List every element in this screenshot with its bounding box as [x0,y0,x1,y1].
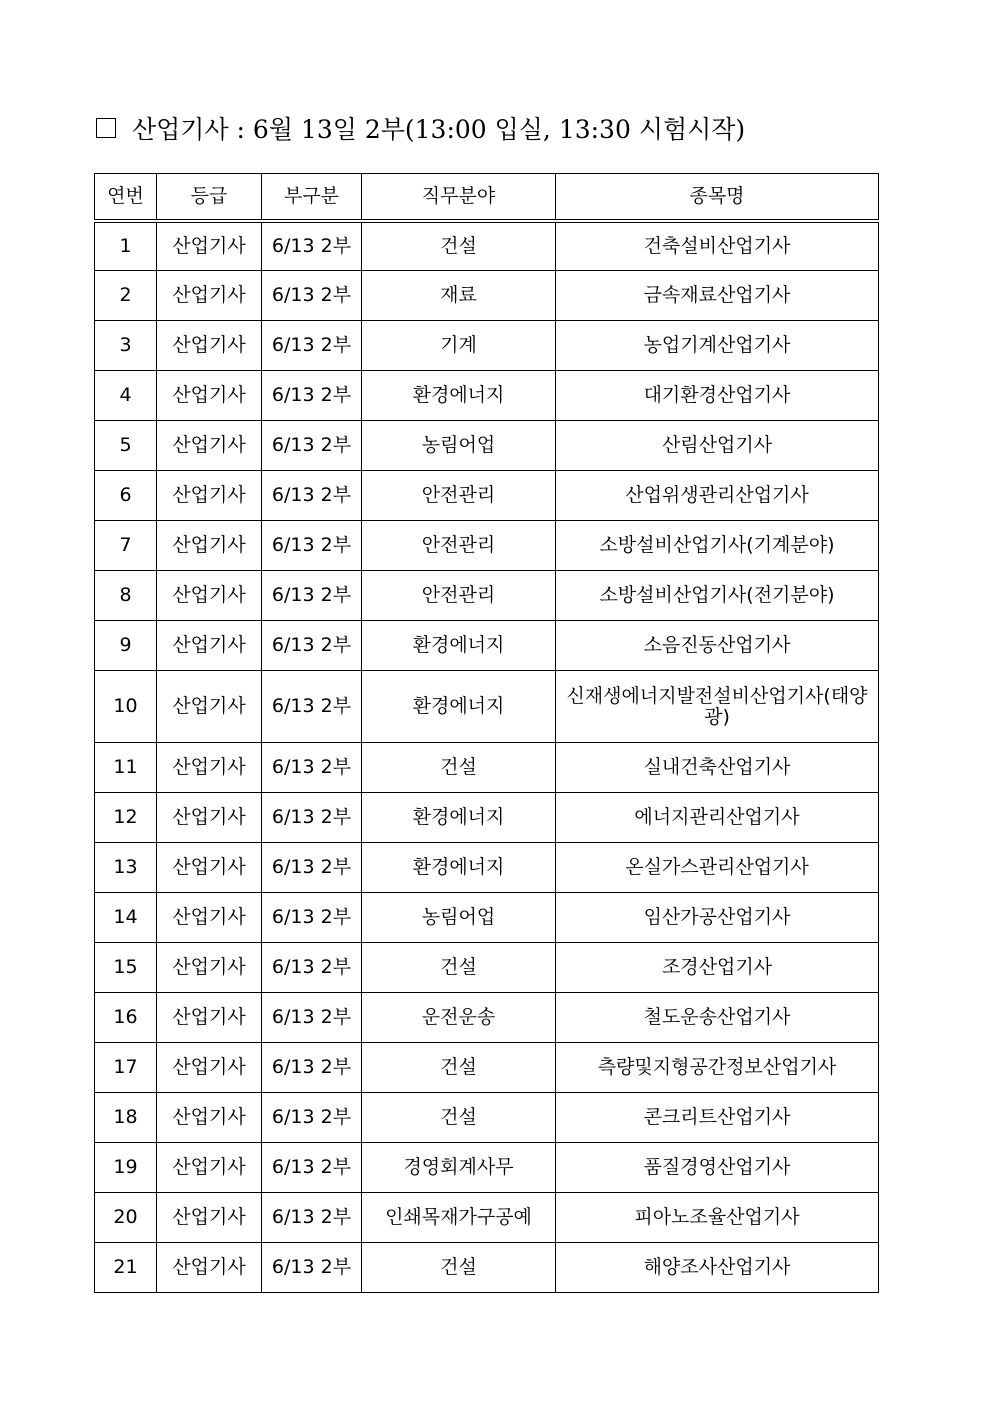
cell-job-field: 기계 [362,321,556,371]
table-row [95,521,879,571]
cell-session: 6/13 2부 [262,793,362,843]
cell-grade: 산업기사 [157,1243,262,1293]
cell-session: 6/13 2부 [262,421,362,471]
cell-job-field: 건설 [362,1043,556,1093]
cell-session: 6/13 2부 [262,1093,362,1143]
cell-job-field: 건설 [362,943,556,993]
cell-number: 18 [95,1093,157,1143]
cell-number: 14 [95,893,157,943]
cell-item-name: 소음진동산업기사 [556,621,879,671]
cell-number: 17 [95,1043,157,1093]
table-row [95,793,879,843]
cell-grade: 산업기사 [157,993,262,1043]
cell-number: 21 [95,1243,157,1293]
cell-session: 6/13 2부 [262,571,362,621]
cell-job-field: 건설 [362,743,556,793]
cell-session: 6/13 2부 [262,843,362,893]
cell-item-name: 에너지관리산업기사 [556,793,879,843]
cell-session: 6/13 2부 [262,221,362,271]
table-row [95,471,879,521]
section-title-text: 산업기사 : 6월 13일 2부(13:00 입실, 13:30 시험시작) [132,115,746,144]
cell-grade: 산업기사 [157,1143,262,1193]
cell-grade: 산업기사 [157,893,262,943]
cell-job-field: 건설 [362,221,556,271]
cell-grade: 산업기사 [157,743,262,793]
cell-number: 1 [95,221,157,271]
table-row [95,743,879,793]
table-row [95,371,879,421]
cell-item-name: 콘크리트산업기사 [556,1093,879,1143]
cell-item-name: 소방설비산업기사(전기분야) [556,571,879,621]
cell-session: 6/13 2부 [262,743,362,793]
table-header-row [95,174,879,221]
cell-grade: 산업기사 [157,371,262,421]
cell-session: 6/13 2부 [262,1193,362,1243]
cell-item-name: 소방설비산업기사(기계분야) [556,521,879,571]
table-row [95,671,879,743]
cell-grade: 산업기사 [157,1193,262,1243]
cell-job-field: 운전운송 [362,993,556,1043]
cell-session: 6/13 2부 [262,1043,362,1093]
cell-job-field: 환경에너지 [362,671,556,743]
table-row [95,221,879,271]
cell-job-field: 안전관리 [362,521,556,571]
cell-grade: 산업기사 [157,271,262,321]
cell-grade: 산업기사 [157,1093,262,1143]
cell-job-field: 환경에너지 [362,793,556,843]
cell-number: 10 [95,671,157,743]
cell-grade: 산업기사 [157,621,262,671]
cell-item-name: 대기환경산업기사 [556,371,879,421]
cell-grade: 산업기사 [157,793,262,843]
cell-number: 6 [95,471,157,521]
cell-number: 12 [95,793,157,843]
cell-item-name: 임산가공산업기사 [556,893,879,943]
table-row [95,1143,879,1193]
cell-number: 4 [95,371,157,421]
cell-job-field: 안전관리 [362,471,556,521]
cell-session: 6/13 2부 [262,321,362,371]
exam-schedule-table [94,173,879,1293]
header-grade: 등급 [157,174,262,221]
header-item-name: 종목명 [556,174,879,221]
cell-number: 9 [95,621,157,671]
table-row [95,1193,879,1243]
cell-job-field: 환경에너지 [362,621,556,671]
cell-item-name: 품질경영산업기사 [556,1143,879,1193]
cell-item-name: 피아노조율산업기사 [556,1193,879,1243]
header-number: 연번 [95,174,157,221]
cell-item-name: 농업기계산업기사 [556,321,879,371]
cell-session: 6/13 2부 [262,471,362,521]
cell-session: 6/13 2부 [262,893,362,943]
cell-number: 16 [95,993,157,1043]
cell-job-field: 안전관리 [362,571,556,621]
cell-item-name: 산업위생관리산업기사 [556,471,879,521]
cell-number: 20 [95,1193,157,1243]
cell-grade: 산업기사 [157,571,262,621]
cell-number: 13 [95,843,157,893]
cell-job-field: 농림어업 [362,893,556,943]
table-row [95,843,879,893]
table-row [95,321,879,371]
cell-grade: 산업기사 [157,521,262,571]
table-row [95,1093,879,1143]
cell-session: 6/13 2부 [262,1243,362,1293]
cell-item-name: 조경산업기사 [556,943,879,993]
cell-grade: 산업기사 [157,471,262,521]
table-row [95,1243,879,1293]
header-session: 부구분 [262,174,362,221]
table-row [95,993,879,1043]
cell-job-field: 경영회계사무 [362,1143,556,1193]
cell-number: 8 [95,571,157,621]
cell-number: 3 [95,321,157,371]
cell-item-name: 해양조사산업기사 [556,1243,879,1293]
table-row [95,271,879,321]
cell-item-name: 산림산업기사 [556,421,879,471]
cell-number: 2 [95,271,157,321]
cell-item-name: 온실가스관리산업기사 [556,843,879,893]
cell-grade: 산업기사 [157,1043,262,1093]
cell-item-name: 측량및지형공간정보산업기사 [556,1043,879,1093]
checkbox-square-icon [96,118,116,138]
cell-grade: 산업기사 [157,421,262,471]
cell-job-field: 건설 [362,1243,556,1293]
cell-job-field: 인쇄목재가구공예 [362,1193,556,1243]
cell-grade: 산업기사 [157,321,262,371]
cell-item-name: 금속재료산업기사 [556,271,879,321]
cell-session: 6/13 2부 [262,621,362,671]
cell-number: 7 [95,521,157,571]
cell-session: 6/13 2부 [262,943,362,993]
section-title [96,108,745,148]
cell-grade: 산업기사 [157,943,262,993]
header-job-field: 직무분야 [362,174,556,221]
cell-item-name: 신재생에너지발전설비산업기사(태양광) [556,671,879,743]
cell-job-field: 환경에너지 [362,371,556,421]
table-row [95,421,879,471]
cell-number: 15 [95,943,157,993]
table-row [95,621,879,671]
cell-item-name: 건축설비산업기사 [556,221,879,271]
cell-session: 6/13 2부 [262,521,362,571]
cell-session: 6/13 2부 [262,1143,362,1193]
cell-number: 11 [95,743,157,793]
cell-grade: 산업기사 [157,843,262,893]
cell-grade: 산업기사 [157,671,262,743]
cell-number: 5 [95,421,157,471]
table-row [95,943,879,993]
cell-item-name: 실내건축산업기사 [556,743,879,793]
cell-number: 19 [95,1143,157,1193]
cell-item-name: 철도운송산업기사 [556,993,879,1043]
cell-job-field: 농림어업 [362,421,556,471]
table-row [95,893,879,943]
cell-job-field: 재료 [362,271,556,321]
cell-session: 6/13 2부 [262,371,362,421]
cell-session: 6/13 2부 [262,671,362,743]
table-row [95,1043,879,1093]
cell-session: 6/13 2부 [262,271,362,321]
cell-job-field: 건설 [362,1093,556,1143]
table-row [95,571,879,621]
cell-grade: 산업기사 [157,221,262,271]
cell-job-field: 환경에너지 [362,843,556,893]
cell-session: 6/13 2부 [262,993,362,1043]
